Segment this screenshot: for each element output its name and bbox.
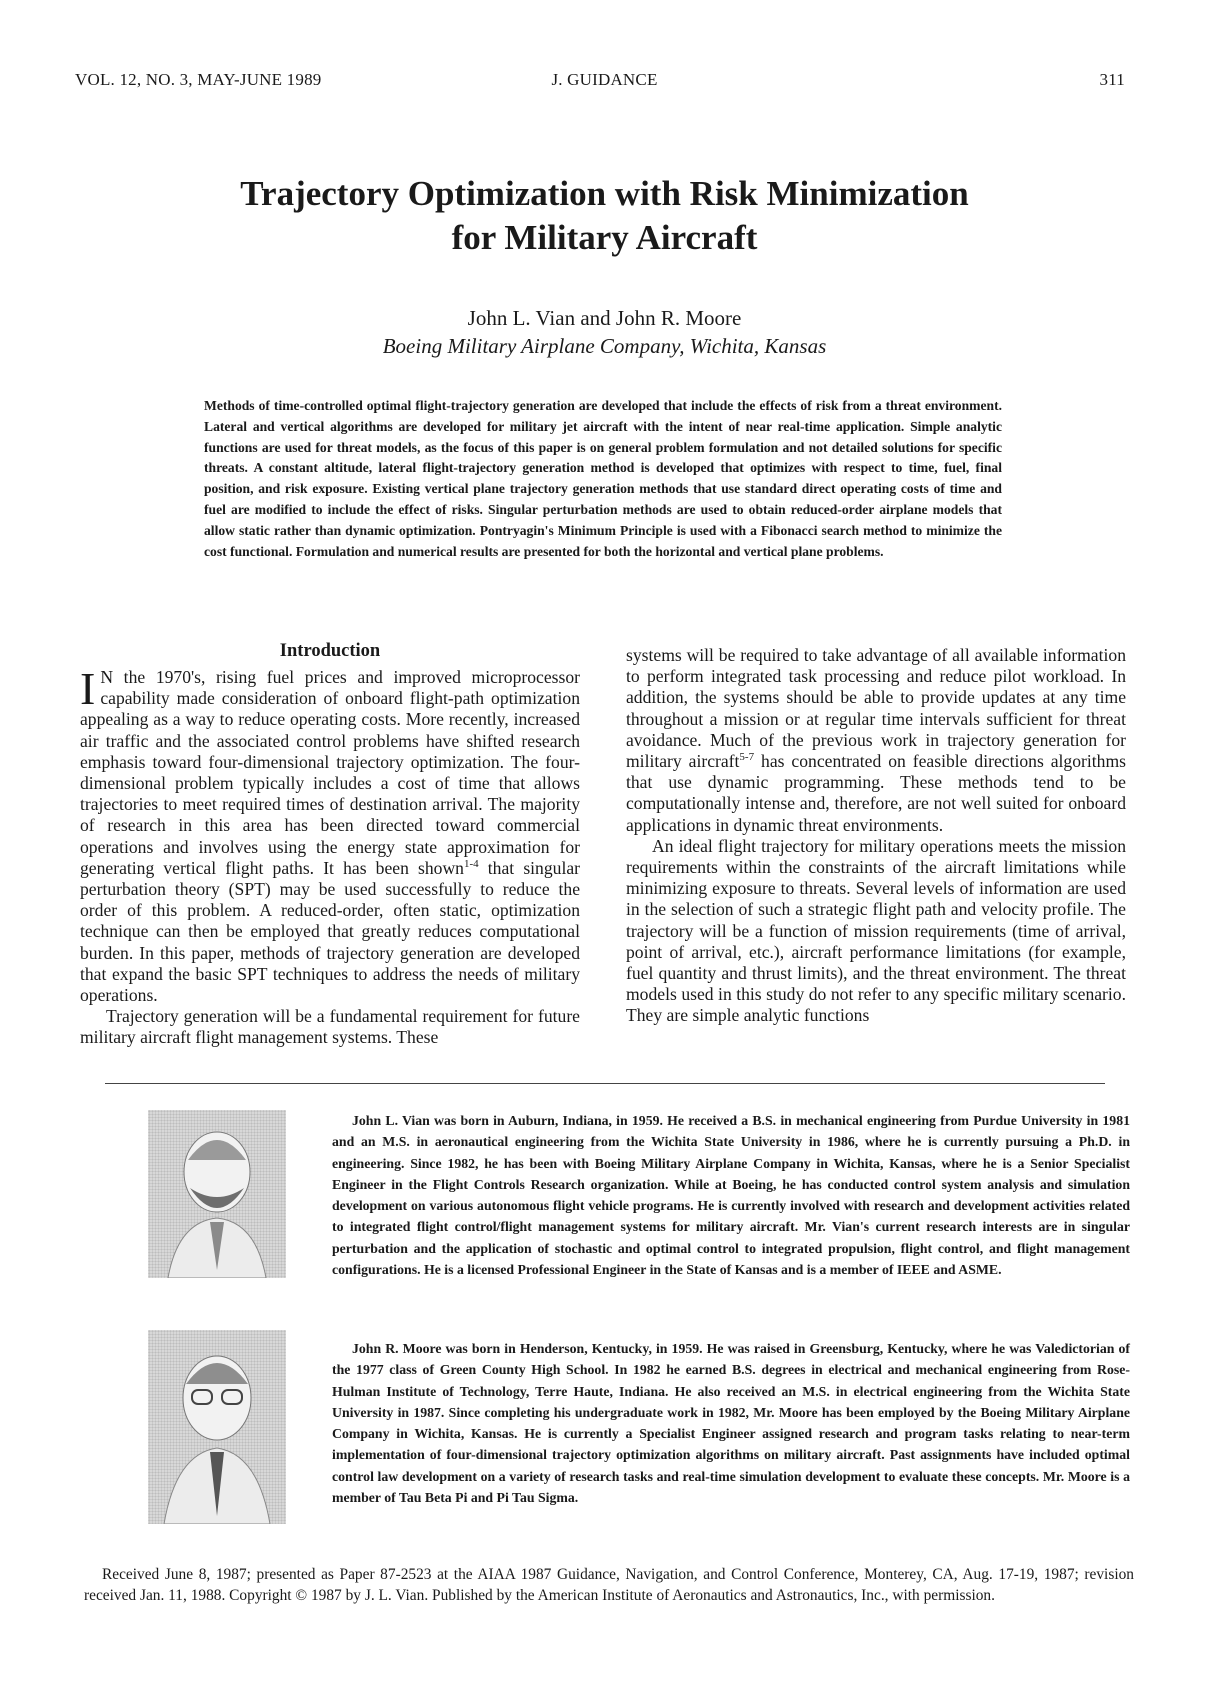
paper-title [0, 172, 1209, 260]
section-divider [105, 1083, 1105, 1084]
body-column-left [80, 663, 580, 1049]
portrait-icon [148, 1110, 286, 1278]
paragraph-2: Trajectory generation will be a fundamental requirement for future military aircraft flight management systems. These [80, 1006, 580, 1048]
paragraph-3-text-a: systems will be required to take advantage of all available information to perform integrated task processing and reduce pilot workload. In addition, the systems should be able to provide updates at any time throughout a mission or at regular time intervals sufficient for threat avoidance. Much of the previous work in trajectory generation for military aircraft [626, 645, 1126, 772]
paragraph-4: An ideal flight trajectory for military operations meets the mission requirements within the constraints of the aircraft limitations while minimizing exposure to threats. Several levels of information are used in the selection of such a strategic flight path and velocity profile. The trajectory will be a function of mission requirements (time of arrival, point of arrival, etc.), aircraft performance limitations (for example, fuel quantity and thrust limits), and the threat environment. The threat models used in this study do not refer to any specific military scenario. They are simple analytic functions [626, 835, 1126, 1026]
page-number: 311 [1099, 70, 1125, 89]
author-names: John L. Vian and John R. Moore [467, 306, 742, 330]
author-photo-vian [148, 1110, 286, 1278]
author-affiliation: Boeing Military Airplane Company, Wichita, Kansas [382, 334, 827, 358]
author-bio-vian: John L. Vian was born in Auburn, Indiana, in 1959. He received a B.S. in mechanical engineering from Purdue University in 1981 and an M.S. in aeronautical engineering from the Wichita State University in 1986, where he is currently pursuing a Ph.D. in engineering. Since 1982, he has been with Boeing Military Airplane Company in Wichita, Kansas, where he is a Senior Specialist Engineer in the Flight Controls Research organization. While at Boeing, he has conducted control system analysis and simulation development on various autonomous flight vehicle programs. He is currently involved with research and development activities related to integrated flight control/flight management systems for military aircraft. Mr. Vian's current research interests are in singular perturbation and the application of stochastic and optimal control to integrated propulsion, flight control, and flight management configurations. He is a licensed Professional Engineer in the State of Kansas and is a member of IEEE and ASME. [332, 1113, 1130, 1278]
footnote-received: Received June 8, 1987; presented as Paper 87-2523 at the AIAA 1987 Guidance, Navigation, and Control Conference, Monterey, CA, Aug. 17-19, 1987; revision received Jan. 11, 1988. Copyright © 1987 by J. L. Vian. Published by the American Institute of Aeronautics and Astronautics, Inc., with permission. [84, 1566, 1134, 1604]
body-column-right [626, 645, 1126, 1027]
running-head-journal: J. GUIDANCE [551, 70, 658, 89]
abstract: Methods of time-controlled optimal flight-trajectory generation are developed that include the effects of risk from a threat environment. Lateral and vertical algorithms are developed for military jet aircraft with the intent of near real-time application. Simple analytic functions are used for threat models, as the focus of this paper is on general problem formulation and not detailed solutions for specific threats. A constant altitude, lateral flight-trajectory generation method is developed that optimizes with respect to time, fuel, final position, and risk exposure. Existing vertical plane trajectory generation methods that use standard direct operating costs of time and fuel are modified to include the effect of risks. Singular perturbation methods are used to obtain reduced-order airplane models that allow static rather than dynamic optimization. Pontryagin's Minimum Principle is used with a Fibonacci search method to minimize the cost functional. Formulation and numerical results are presented for both the horizontal and vertical plane problems. [204, 398, 1002, 559]
drop-cap: I [80, 663, 96, 714]
paper-title-line-1: Trajectory Optimization with Risk Minimization [240, 174, 969, 213]
author-bio-moore: John R. Moore was born in Henderson, Kentucky, in 1959. He was raised in Greensburg, Kentucky, where he was Valedictorian of the 1977 class of Green County High School. In 1982 he earned B.S. degrees in electrical and mechanical engineering from Rose-Hulman Institute of Technology, Terre Haute, Indiana. He also received an M.S. in electrical engineering from the Wichita State University in 1987. Since completing his undergraduate work in 1982, Mr. Moore has been employed by the Boeing Military Airplane Company in Wichita, Kansas. He is currently a Specialist Engineer assigned research and program tasks relating to near-term implementation of four-dimensional trajectory optimization algorithms on military aircraft. Past assignments have included optimal control law development on a variety of research tasks and real-time simulation development to evaluate these concepts. Mr. Moore is a member of Tau Beta Pi and Pi Tau Sigma. [332, 1341, 1130, 1506]
paragraph-1-text-a: N the 1970's, rising fuel prices and improved microprocessor capability made consideration of onboard flight-path optimization appealing as a way to reduce operating costs. More recently, increased air traffic and the associated control problems have shifted research emphasis toward four-dimensional trajectory optimization. The four-dimensional problem typically includes a cost of time that allows trajectories to meet required times of destination arrival. The majority of research in this area has been directed toward commercial operations and involves using the energy state approximation for generating vertical flight paths. It has been shown [80, 667, 580, 878]
paragraph-3-text-b: has concentrated on feasible directions algorithms that use dynamic programming. These methods tend to be computationally intense and, therefore, are not well suited for onboard applications in dynamic threat environments. [626, 751, 1126, 835]
portrait-icon [148, 1330, 286, 1524]
paper-title-line-2: for Military Aircraft [451, 218, 758, 257]
citation-ref: 5-7 [739, 751, 755, 764]
author-photo-moore [148, 1330, 286, 1524]
section-heading-introduction: Introduction [279, 641, 381, 661]
author-block [0, 304, 1209, 360]
paragraph-1 [80, 663, 580, 1006]
running-head-volume: VOL. 12, NO. 3, MAY-JUNE 1989 [75, 70, 322, 89]
citation-ref: 1-4 [463, 857, 479, 870]
paragraph-3 [626, 645, 1126, 836]
paragraph-1-text-b: that singular perturbation theory (SPT) may be used successfully to reduce the order of this problem. A reduced-order, often static, optimization technique can then be employed that greatly reduces computational burden. In this paper, methods of trajectory generation are developed that expand the basic SPT techniques to address the needs of military operations. [80, 857, 580, 1006]
